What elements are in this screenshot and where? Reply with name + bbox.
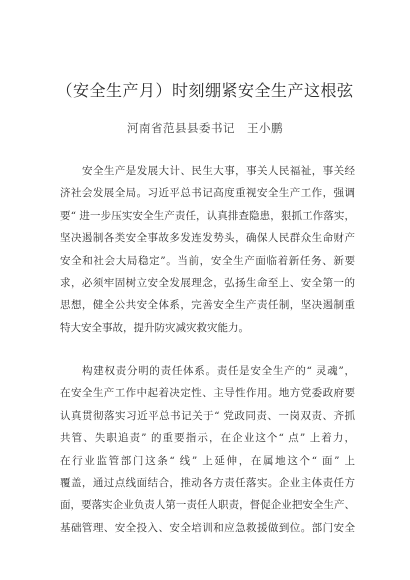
paragraph-line: 覆盖，通过点线面结合，推动各方责任落实。企业主体责任方 <box>60 476 355 489</box>
paragraph-line: 在行业监管部门这条“ 线” 上延伸，在属地这个“ 面” 上 <box>60 454 355 467</box>
paragraph-line: 思想，健全公共安全体系，完善安全生产责任制，坚决遏制重 <box>60 299 355 312</box>
author-name: 王小鹏 <box>247 121 283 135</box>
paragraph-line: 在安全生产工作中起着决定性、主导性作用。地方党委政府要 <box>60 387 355 400</box>
paragraph-line: 共管、失职追责” 的重要指示，在企业这个“ 点” 上着力， <box>60 432 355 445</box>
article-byline <box>0 120 410 136</box>
author-title: 河南省范县县委书记 <box>127 121 235 135</box>
paragraph-line: 坚决遏制各类安全事故多发连发势头，确保人民群众生命财产 <box>60 232 355 245</box>
paragraph-line: 安全生产是发展大计、民生大事，事关人民福祉，事关经 <box>82 165 355 177</box>
paragraph-line: 认真贯彻落实习近平总书记关于“ 党政同责、一岗双责、齐抓 <box>60 409 355 422</box>
article-title: （安全生产月）时刻绷紧安全生产这根弦 <box>56 81 354 100</box>
paragraph-2 <box>60 360 355 539</box>
paragraph-line: 面，要落实企业负责人第一责任人职责，督促企业把安全生产、 <box>60 499 355 512</box>
paragraph-line: 要“ 进一步压实安全生产责任，认真排查隐患，狠抓工作落实， <box>60 209 355 222</box>
paragraph-line: 安全和社会大局稳定”。当前，安全生产面临着新任务、新要 <box>60 254 355 267</box>
paragraph-line: 构建权责分明的责任体系。责任是安全生产的“ 灵魂”， <box>82 365 355 377</box>
paragraph-line: 求，必须牢固树立安全发展理念，弘扬生命至上、安全第一的 <box>60 276 355 289</box>
paragraph-line: 基础管理、安全投入、安全培训和应急救援做到位。部门安全 <box>60 521 355 534</box>
paragraph-line: 济社会发展全局。习近平总书记高度重视安全生产工作，强调 <box>60 187 355 200</box>
paragraph-1 <box>60 160 355 339</box>
paragraph-line: 特大安全事故，提升防灾减灾救灾能力。 <box>60 321 249 334</box>
